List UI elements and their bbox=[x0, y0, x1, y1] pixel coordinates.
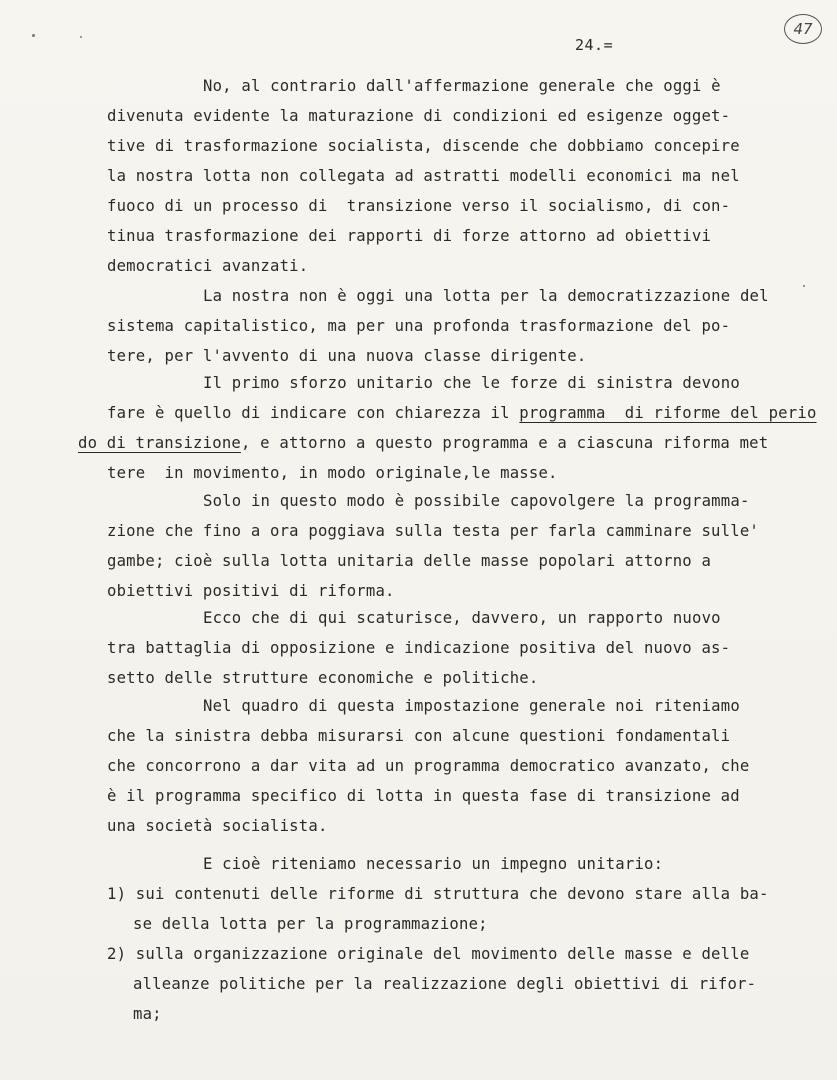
text-line: zione che fino a ora poggiava sulla testa per farla camminare sulle' bbox=[107, 522, 759, 540]
page-number: 24.= bbox=[575, 36, 614, 54]
text-line: una società socialista. bbox=[107, 817, 328, 835]
text-line: obiettivi positivi di riforma. bbox=[107, 582, 395, 600]
text-line: che concorrono a dar vita ad un programma democratico avanzato, che bbox=[107, 757, 750, 775]
underlined-phrase: do di transizione bbox=[78, 434, 241, 452]
text-line: tinua trasformazione dei rapporti di forze attorno ad obiettivi bbox=[107, 227, 712, 245]
text-line: Il primo sforzo unitario che le forze di sinistra devono bbox=[203, 374, 740, 392]
text-line-underlined bbox=[78, 433, 768, 453]
text-line: gambe; cioè sulla lotta unitaria delle masse popolari attorno a bbox=[107, 552, 712, 570]
text-line: fuoco di un processo di transizione verso il socialismo, di con- bbox=[107, 197, 731, 215]
speck bbox=[80, 36, 82, 38]
text-line: Ecco che di qui scaturisce, davvero, un rapporto nuovo bbox=[203, 609, 721, 627]
text-line: democratici avanzati. bbox=[107, 257, 309, 275]
text-line: la nostra lotta non collegata ad astratti modelli economici ma nel bbox=[107, 167, 740, 185]
text-line: La nostra non è oggi una lotta per la democratizzazione del bbox=[203, 287, 769, 305]
text-line: alleanze politiche per la realizzazione degli obiettivi di rifor- bbox=[133, 975, 757, 993]
folio-stamp: 47 bbox=[784, 14, 822, 44]
list-item-1: 1) sui contenuti delle riforme di struttura che devono stare alla ba- bbox=[107, 885, 769, 903]
speck bbox=[32, 34, 35, 37]
text-line: divenuta evidente la maturazione di condizioni ed esigenze ogget- bbox=[107, 107, 731, 125]
text-line: è il programma specifico di lotta in questa fase di transizione ad bbox=[107, 787, 740, 805]
text-line: Solo in questo modo è possibile capovolgere la programma- bbox=[203, 492, 750, 510]
speck bbox=[803, 285, 805, 287]
text-line: se della lotta per la programmazione; bbox=[133, 915, 488, 933]
text-line: E cioè riteniamo necessario un impegno unitario: bbox=[203, 855, 664, 873]
text-line: sistema capitalistico, ma per una profonda trasformazione del po- bbox=[107, 317, 731, 335]
text-line: Nel quadro di questa impostazione generale noi riteniamo bbox=[203, 697, 740, 715]
text-line: tra battaglia di opposizione e indicazione positiva del nuovo as- bbox=[107, 639, 731, 657]
text-line: tere in movimento, in modo originale,le masse. bbox=[107, 464, 558, 482]
text-line: No, al contrario dall'affermazione generale che oggi è bbox=[203, 77, 721, 95]
text-line: ma; bbox=[133, 1005, 162, 1023]
underlined-phrase: programma di riforme del perio bbox=[519, 404, 817, 422]
text-segment: , e attorno a questo programma e a ciascuna riforma met bbox=[241, 434, 769, 452]
text-line: tere, per l'avvento di una nuova classe dirigente. bbox=[107, 347, 587, 365]
text-segment: fare è quello di indicare con chiarezza il bbox=[107, 404, 520, 422]
text-line: che la sinistra debba misurarsi con alcune questioni fondamentali bbox=[107, 727, 731, 745]
list-item-2: 2) sulla organizzazione originale del movimento delle masse e delle bbox=[107, 945, 750, 963]
text-line: tive di trasformazione socialista, discende che dobbiamo concepire bbox=[107, 137, 740, 155]
text-line-underlined bbox=[107, 403, 817, 423]
text-line: setto delle strutture economiche e politiche. bbox=[107, 669, 539, 687]
